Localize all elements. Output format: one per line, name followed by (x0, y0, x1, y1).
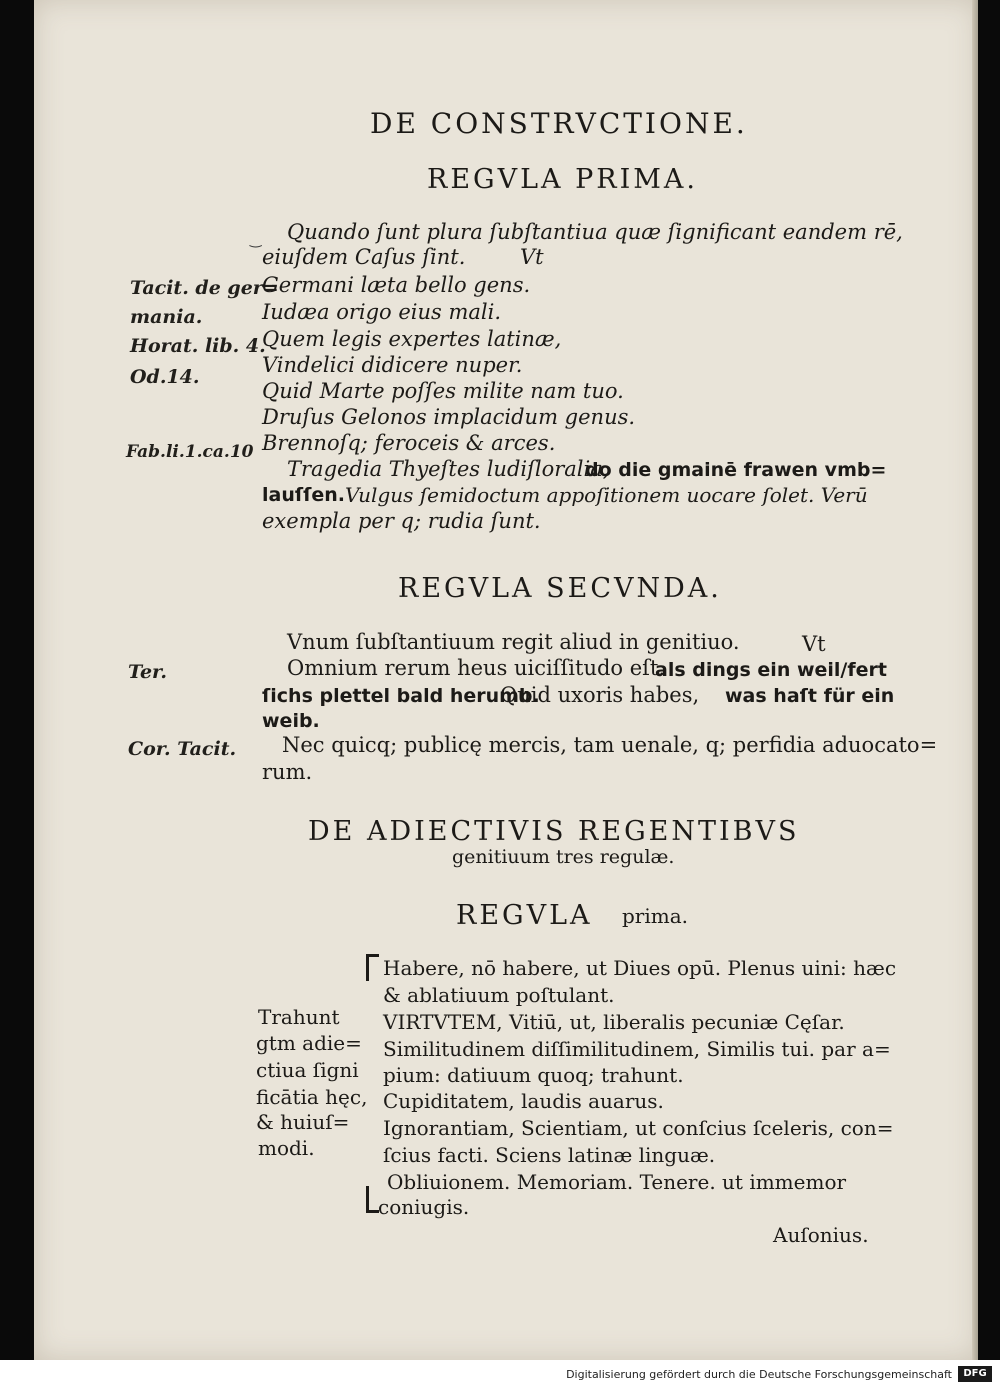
heading-regula-prima: REGVLA PRIMA. (427, 164, 699, 195)
text-line: Quando ſunt plura ſubſtantiua quæ ſignificant eandem rē, (287, 220, 903, 244)
text-line: Cupiditatem, laudis auarus. (383, 1089, 664, 1113)
german-text: do die gmainē frawen vmb= (585, 459, 887, 481)
brace-top (366, 954, 379, 981)
text-line: Vnum ſubſtantiuum regit aliud in genitiuo. (287, 630, 740, 654)
heading-de-constructione: DE CONSTRVCTIONE. (370, 107, 748, 140)
margin-note: ficātia hęc, (256, 1085, 368, 1109)
german-text: lauſſen. (262, 484, 346, 506)
catchword: Auſonius. (773, 1223, 869, 1247)
text-line: Quid uxoris habes, (500, 683, 700, 707)
text-line: Druſus Gelonos implacidum genus. (262, 405, 636, 429)
text-line: Iudæa origo eius mali. (262, 300, 502, 324)
text-line: Similitudinem diſſimilitudinem, Similis tui. par a= (383, 1037, 891, 1061)
german-text: ſichs plettel bald herumb. (262, 685, 540, 707)
text-line: eiuſdem Caſus ſint. (262, 245, 466, 269)
text-line: Quem legis expertes latinæ, (262, 327, 562, 351)
text-line: Quid Marte poſſes milite nam tuo. (262, 379, 624, 403)
margin-note: Trahunt (258, 1005, 340, 1029)
margin-note: Fab.li.1.ca.10 (126, 442, 254, 462)
text-line: Tragedia Thyeſtes ludiſloralia, (287, 457, 610, 481)
text-line: pium: datiuum quoq; trahunt. (383, 1063, 684, 1087)
heading-regula-prima-2: REGVLA (456, 900, 593, 931)
text-line: ſcius facti. Sciens latinæ linguæ. (383, 1143, 716, 1167)
text-line: Habere, nō habere, ut Diues opū. Plenus uini: hæc (383, 956, 897, 980)
margin-note: modi. (258, 1136, 315, 1160)
text-line: coniugis. (378, 1195, 470, 1219)
german-text: was haſt für ein (725, 685, 895, 707)
text-line: Obliuionem. Memoriam. Tenere. ut immemor (387, 1170, 847, 1194)
text-vt: Vt (520, 245, 544, 269)
handwritten-mark: ‿ (250, 232, 262, 248)
text-line: Omnium rerum heus uiciſſitudo eſt. (287, 656, 666, 680)
german-text: als dings ein weil/fert (655, 659, 887, 681)
text-line: Germani læta bello gens. (262, 273, 531, 297)
text-line: Nec quicq; publicę mercis, tam uenale, q; perfidia aduocato= (282, 733, 938, 757)
text-vt: Vt (802, 632, 826, 656)
text-line: Brennoſq; feroceis & arces. (262, 431, 556, 455)
text-line: Vindelici didicere nuper. (262, 353, 523, 377)
page-edge (972, 0, 978, 1360)
subheading: genitiuum tres regulæ. (452, 846, 675, 868)
dfg-logo-icon: DFG (958, 1366, 992, 1382)
margin-note: Cor. Tacit. (128, 738, 237, 760)
margin-note: Tacit. de ger= (130, 277, 279, 299)
margin-note: mania. (130, 306, 203, 328)
text-line: rum. (262, 760, 313, 784)
german-text: weib. (262, 710, 320, 732)
margin-note: & huiuſ= (256, 1110, 350, 1134)
text-line: Ignorantiam, Scientiam, ut conſcius ſceleris, con= (383, 1116, 894, 1140)
footer-credit: Digitalisierung gefördert durch die Deutsche Forschungsgemeinschaft (566, 1368, 952, 1381)
margin-note: Horat. lib. 4. (130, 335, 266, 357)
text-line: exempla per q; rudia ſunt. (262, 509, 541, 533)
margin-note: gtm adie= (256, 1031, 362, 1055)
text-line: Vulgus ſemidoctum appoſitionem uocare ſolet. Verū (345, 483, 868, 507)
margin-note: ctiua ſigni (256, 1058, 359, 1082)
footer-bar (0, 1360, 1000, 1389)
margin-note: Od.14. (130, 366, 200, 388)
margin-note: Ter. (128, 661, 167, 683)
heading-regula-prima-2-small: prima. (622, 904, 689, 928)
text-line: & ablatiuum poſtulant. (383, 983, 615, 1007)
heading-regula-secunda: REGVLA SECVNDA. (398, 573, 722, 604)
heading-de-adiectivis: DE ADIECTIVIS REGENTIBVS (308, 816, 800, 847)
text-line: VIRTVTEM, Vitiū, ut, liberalis pecuniæ Cęſar. (383, 1010, 845, 1034)
